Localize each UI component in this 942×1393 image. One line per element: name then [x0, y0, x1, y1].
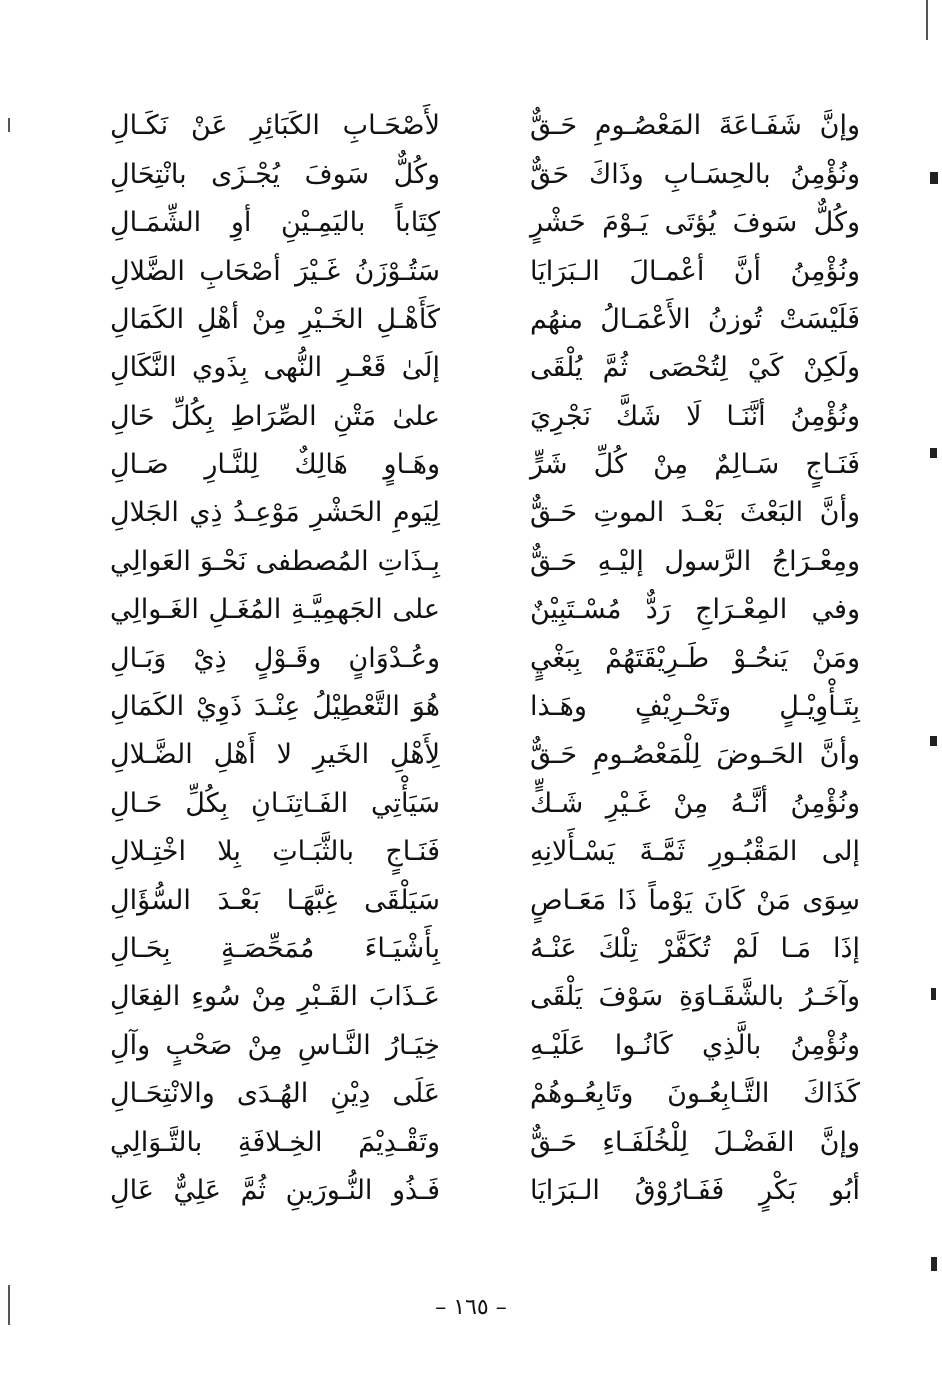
verse-first-hemistich: وفي المِعْـرَاجِ رَدٌّ مُسْـتَبِيْنٌ	[530, 594, 860, 626]
verse-line	[110, 1070, 860, 1118]
verse-line	[110, 828, 860, 876]
verse-second-hemistich: وتَقْـدِيْمَ الخِـلافَةِ بالتَّـوَالِي	[110, 1126, 440, 1158]
verse-second-hemistich: إلَىٰ قَعْـرِ النُّهى بِذَوي النَّكَالِ	[110, 352, 440, 384]
verse-second-hemistich: عَلَى دِيْنِ الهُـدَى والانْتِحَـالِ	[110, 1078, 440, 1110]
verse-line	[110, 441, 860, 489]
verse-line	[110, 150, 860, 198]
scan-mark	[930, 172, 938, 184]
verse-first-hemistich: سِوَى مَنْ كَانَ يَوْماً ذَا مَعَـاصٍ	[530, 884, 860, 916]
verse-second-hemistich: خِيَـارُ النَّـاسِ مِنْ صَحْبٍ وآلِ	[110, 1029, 440, 1061]
verse-first-hemistich: كَذَاكَ التَّـابِعُـونَ وتَابِعُـوهُمْ	[530, 1078, 860, 1110]
verse-first-hemistich: ومَنْ يَنحُـوْ طَـرِيْقَتَهُمْ بِبَغْيٍ	[530, 642, 860, 674]
verse-second-hemistich: فَنَـاجٍ بالثَّبَـاتِ بِلا اخْتِـلالِ	[110, 836, 440, 868]
verse-first-hemistich: وأنَّ البَعْثَ بَعْـدَ الموتِ حَـقٌّ	[530, 497, 860, 529]
verse-second-hemistich: كِتَاباً باليَمِـيْنِ أوِ الشِّمَـالِ	[110, 207, 440, 239]
verse-second-hemistich: علىٰ مَتْنِ الصِّرَاطِ بِكُلِّ حَالِ	[110, 400, 440, 432]
verse-first-hemistich: ولَكِنْ كَيْ لِتُحْصَى ثُمَّ يُلْقَى	[530, 352, 860, 384]
verse-second-hemistich: لِيَومِ الحَشْرِ مَوْعِـدُ ذِي الجَلالِ	[110, 497, 440, 529]
verse-line	[110, 102, 860, 150]
verse-line	[110, 247, 860, 295]
verse-second-hemistich: بِـذَاتِ المُصطفى نَحْـوَ العَوالِي	[110, 545, 440, 577]
verse-second-hemistich: وهَـاوٍ هَالِكٌ لِلنَّـارِ صَـالِ	[110, 449, 440, 481]
verse-line	[110, 1021, 860, 1069]
verse-first-hemistich: ونُؤْمِنُ بالحِسَـابِ وذَاكَ حَقٌّ	[530, 158, 860, 190]
verse-line	[110, 296, 860, 344]
verse-line	[110, 538, 860, 586]
verse-second-hemistich: سَيَلْقَى غِبَّهَـا بَعْـدَ السُّؤَالِ	[110, 884, 440, 916]
scan-edge-line	[926, 0, 928, 40]
verse-first-hemistich: ونُؤْمِنُ أنَّ أعْمـالَ الـبَرَايَا	[530, 255, 860, 287]
verse-first-hemistich: إلى المَقْبُـورِ ثَمَّـةَ يَسْـأَلانِهِ	[530, 836, 860, 868]
verse-first-hemistich: ونُؤْمِنُ بالَّذِي كَانُـوا عَلَيْـهِ	[530, 1029, 860, 1061]
verse-second-hemistich: وعُـدْوَانٍ وقَـوْلٍ ذِيْ وَبَـالِ	[110, 642, 440, 674]
verse-line	[110, 1167, 860, 1215]
verse-second-hemistich: وكُلٌّ سَوفَ يُجْـزَى بانْتِحَالِ	[110, 158, 440, 190]
verse-first-hemistich: ونُؤْمِنُ أنَّـهُ مِنْ غَـيْرِ شَـكٍّ	[530, 787, 860, 819]
verse-second-hemistich: كَأَهْـلِ الخَـيْرِ مِنْ أهْلِ الكَمَالِ	[110, 303, 440, 335]
verse-first-hemistich: وأنَّ الحَـوضَ لِلْمَعْصُـومِ حَـقٌّ	[530, 739, 860, 771]
scan-edge-line	[8, 118, 10, 132]
verse-first-hemistich: إذَا مَـا لَمْ تُكَفَّرْ تِلْكَ عَنْـهُ	[530, 932, 860, 964]
verse-line	[110, 1118, 860, 1166]
verse-first-hemistich: ونُؤْمِنُ أنَّنَـا لَا شَكَّ نَجْرِيَ	[530, 400, 860, 432]
verse-line	[110, 586, 860, 634]
verse-first-hemistich: وإنَّ شَفَـاعَةَ المَعْصُـومِ حَـقٌّ	[530, 110, 860, 142]
verse-first-hemistich: بِتَـأْوِيْـلٍ وتَحْـرِيْفٍ وهَـذا	[530, 691, 860, 723]
scan-mark	[930, 448, 937, 458]
verse-line	[110, 634, 860, 682]
verse-second-hemistich: عَـذَابَ القَـبْرِ مِنْ سُوءِ الفِعَالِ	[110, 981, 440, 1013]
verse-second-hemistich: هُوَ التَّعْطِيْلُ عِنْـدَ ذَوِيْ الكَمَالِ	[110, 691, 440, 723]
verse-second-hemistich: لِأَهْلِ الخَيرِ لا أَهْلِ الضَّـلالِ	[110, 739, 440, 771]
verse-second-hemistich: على الجَهمِيَّـةِ المُغَـلِ الغَـوالِي	[110, 594, 440, 626]
poem-body	[110, 102, 860, 1215]
verse-second-hemistich: لأَصْحَـابِ الكَبَائِرِ عَنْ نَكَـالِ	[110, 110, 440, 142]
verse-second-hemistich: بِأَشْيَـاءَ مُمَحِّصَـةٍ بِحَـالِ	[110, 932, 440, 964]
verse-line	[110, 925, 860, 973]
scan-edge-line	[8, 1285, 10, 1325]
verse-second-hemistich: فَـذُو النُّـورَينِ ثُمَّ عَلِيٌّ عَالِ	[110, 1174, 440, 1206]
verse-first-hemistich: وآخَـرُ بالشَّقَـاوَةِ سَوْفَ يَلْقَى	[530, 981, 860, 1013]
verse-line	[110, 199, 860, 247]
verse-first-hemistich: ومِعْـرَاجُ الرَّسول إليْـهِ حَـقٌّ	[530, 545, 860, 577]
verse-first-hemistich: فَلَيْسَتْ تُوزنُ الأَعْمَـالُ منهُم	[530, 303, 860, 335]
verse-first-hemistich: أبُو بَكْرٍ فَفَـارُوْقُ الـبَرَايَا	[530, 1174, 860, 1206]
verse-line	[110, 683, 860, 731]
page-number: – ١٦٥ –	[435, 1295, 507, 1320]
verse-line	[110, 392, 860, 440]
verse-second-hemistich: سَتُـوْزَنُ غَـيْرَ أصْحَابِ الضَّلالِ	[110, 255, 440, 287]
verse-line	[110, 973, 860, 1021]
verse-line	[110, 779, 860, 827]
scan-mark	[930, 736, 937, 746]
verse-first-hemistich: وإنَّ الفَضْـلَ لِلْخُلَفَـاءِ حَـقٌّ	[530, 1126, 860, 1158]
scan-mark	[931, 1257, 937, 1271]
verse-first-hemistich: فَنَـاجٍ سَـالِمٌ مِنْ كُلِّ شَرٍّ	[530, 449, 860, 481]
verse-line	[110, 876, 860, 924]
verse-second-hemistich: سَيَأْتِي الفَـاتِنَـانِ بِكُلِّ حَـالِ	[110, 787, 440, 819]
scan-mark	[931, 988, 936, 1000]
verse-line	[110, 344, 860, 392]
verse-first-hemistich: وكُلٌّ سَوفَ يُؤتَى يَـوْمَ حَشْرٍ	[530, 207, 860, 239]
verse-line	[110, 489, 860, 537]
verse-line	[110, 731, 860, 779]
